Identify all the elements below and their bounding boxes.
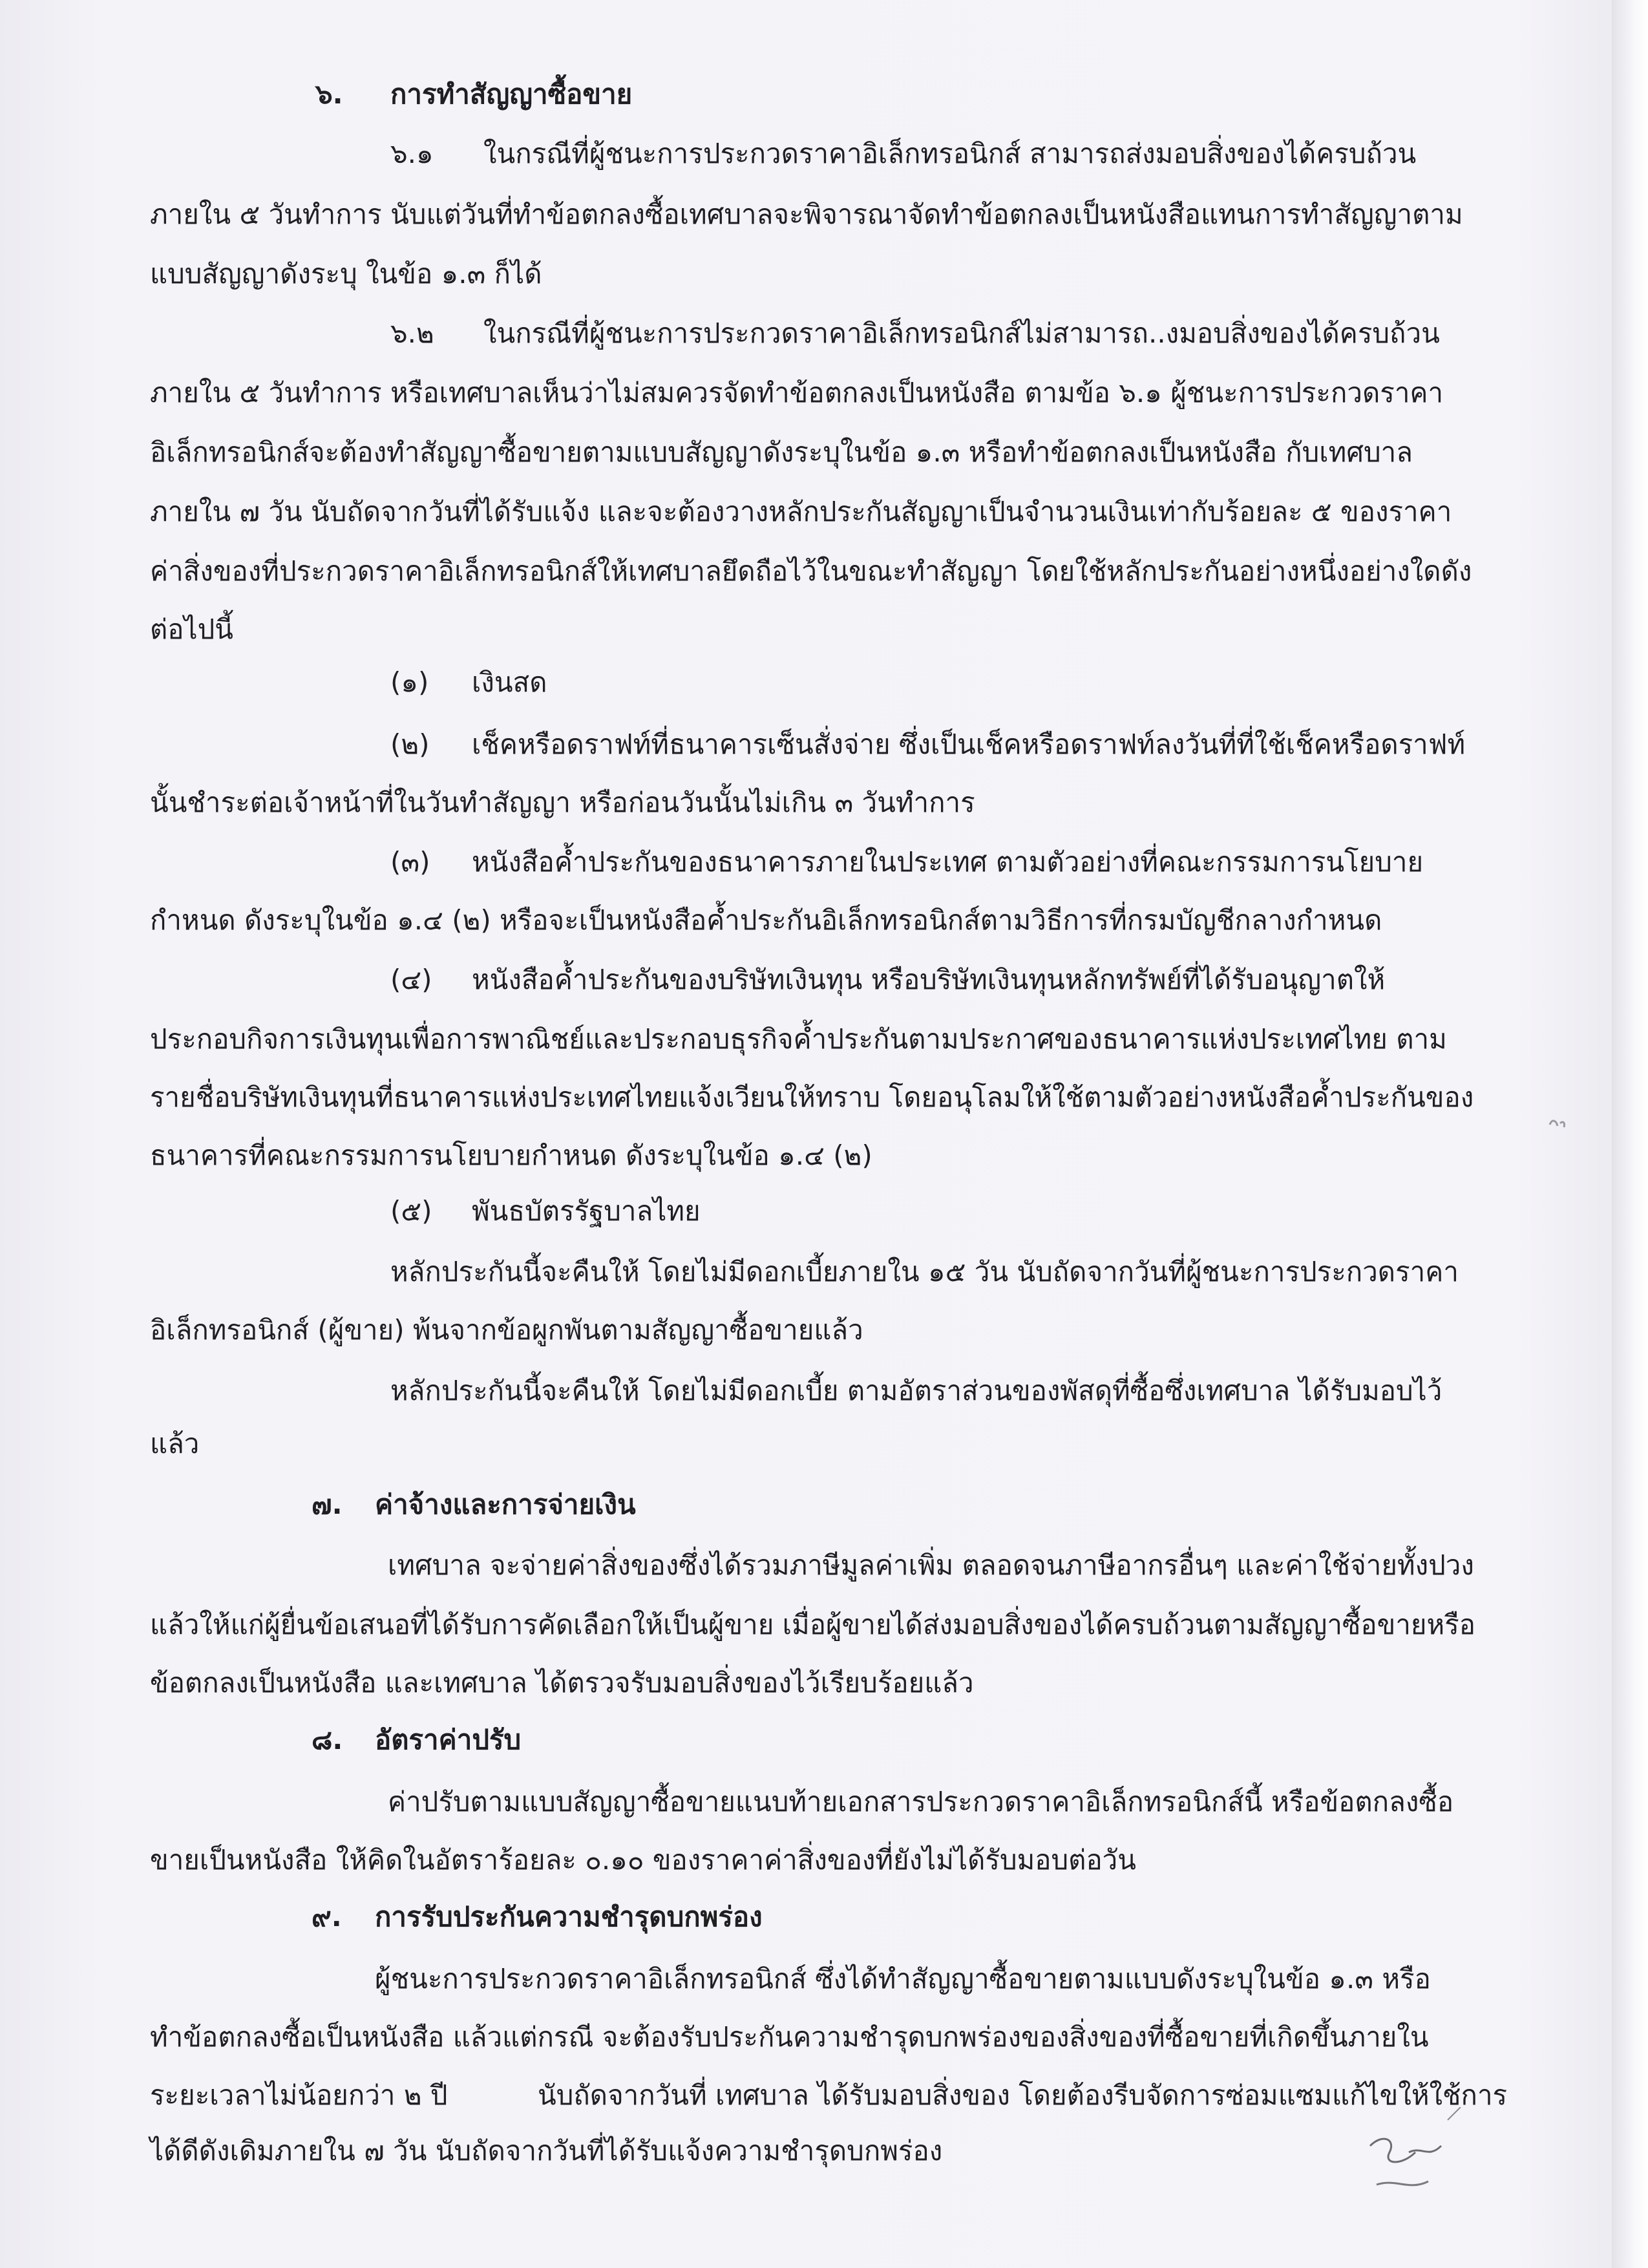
section-title: อัตราค่าปรับ bbox=[375, 1724, 522, 1755]
return-1-line-2: อิเล็กทรอนิกส์ (ผู้ขาย) พ้นจากข้อผูกพันตามสัญญาซื้อขายแล้ว bbox=[150, 1314, 863, 1346]
section-number: ๘. bbox=[312, 1724, 343, 1755]
item-number: (๕) bbox=[390, 1195, 432, 1227]
p9-line-1: ผู้ชนะการประกวดราคาอิเล็กทรอนิกส์ ซึ่งได้ทำสัญญาซื้อขายตามแบบดังระบุในข้อ ๑.๓ หรือ bbox=[375, 1963, 1431, 1995]
section-title: การรับประกันความชำรุดบกพร่อง bbox=[375, 1901, 763, 1933]
p9-line-4: ได้ดีดังเดิมภายใน ๗ วัน นับถัดจากวันที่ได้รับแจ้งความชำรุดบกพร่อง bbox=[150, 2135, 943, 2167]
item-4-line-3: รายชื่อบริษัทเงินทุนที่ธนาคารแห่งประเทศไทยแจ้งเวียนให้ทราบ โดยอนุโลมให้ใช้ตามตัวอย่างหนังสือค้ำประกันของ bbox=[150, 1081, 1474, 1113]
return-1-line-1: หลักประกันนี้จะคืนให้ โดยไม่มีดอกเบี้ยภายใน ๑๕ วัน นับถัดจากวันที่ผู้ชนะการประกวดราคา bbox=[390, 1256, 1459, 1288]
warranty-start-text: นับถัดจากวันที่ เทศบาล ได้รับมอบสิ่งของ โดยต้องรีบจัดการซ่อมแซมแก้ไขให้ใช้การ bbox=[538, 2079, 1508, 2111]
subsection-number: ๖.๑ bbox=[390, 138, 434, 169]
p7-line-1: เทศบาล จะจ่ายค่าสิ่งของซึ่งได้รวมภาษีมูลค่าเพิ่ม ตลอดจนภาษีอากรอื่นๆ และค่าใช้จ่ายทั้งปวง bbox=[388, 1549, 1474, 1581]
section-title: การทำสัญญาซื้อขาย bbox=[390, 78, 633, 110]
p62-line-2: ภายใน ๕ วันทำการ หรือเทศบาลเห็นว่าไม่สมควรจัดทำข้อตกลงเป็นหนังสือ ตามข้อ ๖.๑ ผู้ชนะการประกวดราคา bbox=[150, 377, 1444, 408]
section-title: ค่าจ้างและการจ่ายเงิน bbox=[375, 1489, 636, 1520]
item-text: หนังสือค้ำประกันของบริษัทเงินทุน หรือบริษัทเงินทุนหลักทรัพย์ที่ได้รับอนุญาตให้ bbox=[472, 964, 1386, 995]
item-text: หนังสือค้ำประกันของธนาคารภายในประเทศ ตามตัวอย่างที่คณะกรรมการนโยบาย bbox=[472, 846, 1424, 878]
p61-line-3: แบบสัญญาดังระบุ ในข้อ ๑.๓ ก็ได้ bbox=[150, 258, 542, 290]
section-number: ๙. bbox=[312, 1901, 342, 1933]
p62-line-5: ค่าสิ่งของที่ประกวดราคาอิเล็กทรอนิกส์ให้เทศบาลยึดถือไว้ในขณะทำสัญญา โดยใช้หลักประกันอย่างหนึ่งอย่างใดดัง bbox=[150, 555, 1472, 587]
item-number: (๓) bbox=[390, 846, 430, 878]
item-text: เช็คหรือดราฟท์ที่ธนาคารเซ็นสั่งจ่าย ซึ่งเป็นเช็คหรือดราฟท์ลงวันที่ที่ใช้เช็คหรือดราฟท์ bbox=[472, 728, 1466, 760]
p62-line-4: ภายใน ๗ วัน นับถัดจากวันที่ได้รับแจ้ง และจะต้องวางหลักประกันสัญญาเป็นจำนวนเงินเท่ากับร้อยละ ๕ ของราคา bbox=[150, 496, 1452, 527]
item-text: เงินสด bbox=[472, 666, 547, 698]
handwritten-initials-mark bbox=[1344, 2107, 1474, 2198]
p8-line-1: ค่าปรับตามแบบสัญญาซื้อขายแนบท้ายเอกสารประกวดราคาอิเล็กทรอนิกส์นี้ หรือข้อตกลงซื้อ bbox=[388, 1786, 1454, 1818]
p8-line-2: ขายเป็นหนังสือ ให้คิดในอัตราร้อยละ ๐.๑๐ ของราคาค่าสิ่งของที่ยังไม่ได้รับมอบต่อวัน bbox=[150, 1844, 1136, 1876]
return-2-line-1: หลักประกันนี้จะคืนให้ โดยไม่มีดอกเบี้ย ตามอัตราส่วนของพัสดุที่ซื้อซึ่งเทศบาล ได้รับมอบไว้ bbox=[390, 1375, 1442, 1406]
p9-line-2: ทำข้อตกลงซื้อเป็นหนังสือ แล้วแต่กรณี จะต้องรับประกันความชำรุดบกพร่องของสิ่งของที่ซื้อขายที่เกิดขึ้นภายใน bbox=[150, 2021, 1429, 2053]
item-4-line-4: ธนาคารที่คณะกรรมการนโยบายกำหนด ดังระบุในข้อ ๑.๔ (๒) bbox=[150, 1139, 872, 1171]
item-number: (๔) bbox=[390, 964, 432, 995]
item-4-line-2: ประกอบกิจการเงินทุนเพื่อการพาณิชย์และประกอบธุรกิจค้ำประกันตามประกาศของธนาคารแห่งประเทศไทย ตาม bbox=[150, 1023, 1447, 1055]
paragraph-text: ในกรณีที่ผู้ชนะการประกวดราคาอิเล็กทรอนิกส์ไม่สามารถ..งมอบสิ่งของได้ครบถ้วน bbox=[483, 317, 1440, 349]
paragraph-text: ในกรณีที่ผู้ชนะการประกวดราคาอิเล็กทรอนิกส์ สามารถส่งมอบสิ่งของได้ครบถ้วน bbox=[483, 138, 1417, 169]
scan-speck-mark bbox=[1545, 1112, 1570, 1138]
item-number: (๑) bbox=[390, 666, 429, 698]
item-text: พันธบัตรรัฐบาลไทย bbox=[472, 1195, 701, 1227]
p7-line-2: แล้วให้แก่ผู้ยื่นข้อเสนอที่ได้รับการคัดเลือกให้เป็นผู้ขาย เมื่อผู้ขายได้ส่งมอบสิ่งของได้ครบถ้วนตามสัญญาซื้อขายหรือ bbox=[150, 1609, 1476, 1640]
section-number: ๗. bbox=[312, 1489, 343, 1520]
item-number: (๒) bbox=[390, 728, 430, 760]
section-number: ๖. bbox=[315, 78, 343, 110]
p61-line-2: ภายใน ๕ วันทำการ นับแต่วันที่ทำข้อตกลงซื้อเทศบาลจะพิจารณาจัดทำข้อตกลงเป็นหนังสือแทนการทำสัญญาตาม bbox=[150, 198, 1463, 230]
item-2-line-2: นั้นชำระต่อเจ้าหน้าที่ในวันทำสัญญา หรือก่อนวันนั้นไม่เกิน ๓ วันทำการ bbox=[150, 787, 975, 818]
scan-edge-shadow bbox=[1612, 0, 1648, 2268]
subsection-number: ๖.๒ bbox=[390, 317, 434, 349]
return-2-line-2: แล้ว bbox=[150, 1428, 200, 1459]
p7-line-3: ข้อตกลงเป็นหนังสือ และเทศบาล ได้ตรวจรับมอบสิ่งของไว้เรียบร้อยแล้ว bbox=[150, 1667, 974, 1699]
warranty-period-text: ระยะเวลาไม่น้อยกว่า ๒ ปี bbox=[150, 2079, 448, 2111]
p62-line-3: อิเล็กทรอนิกส์จะต้องทำสัญญาซื้อขายตามแบบสัญญาดังระบุในข้อ ๑.๓ หรือทำข้อตกลงเป็นหนังสือ กับเทศบาล bbox=[150, 436, 1413, 468]
p62-line-6: ต่อไปนี้ bbox=[150, 613, 233, 645]
item-3-line-2: กำหนด ดังระบุในข้อ ๑.๔ (๒) หรือจะเป็นหนังสือค้ำประกันอิเล็กทรอนิกส์ตามวิธีการที่กรมบัญชีกลางกำหนด bbox=[150, 904, 1382, 936]
